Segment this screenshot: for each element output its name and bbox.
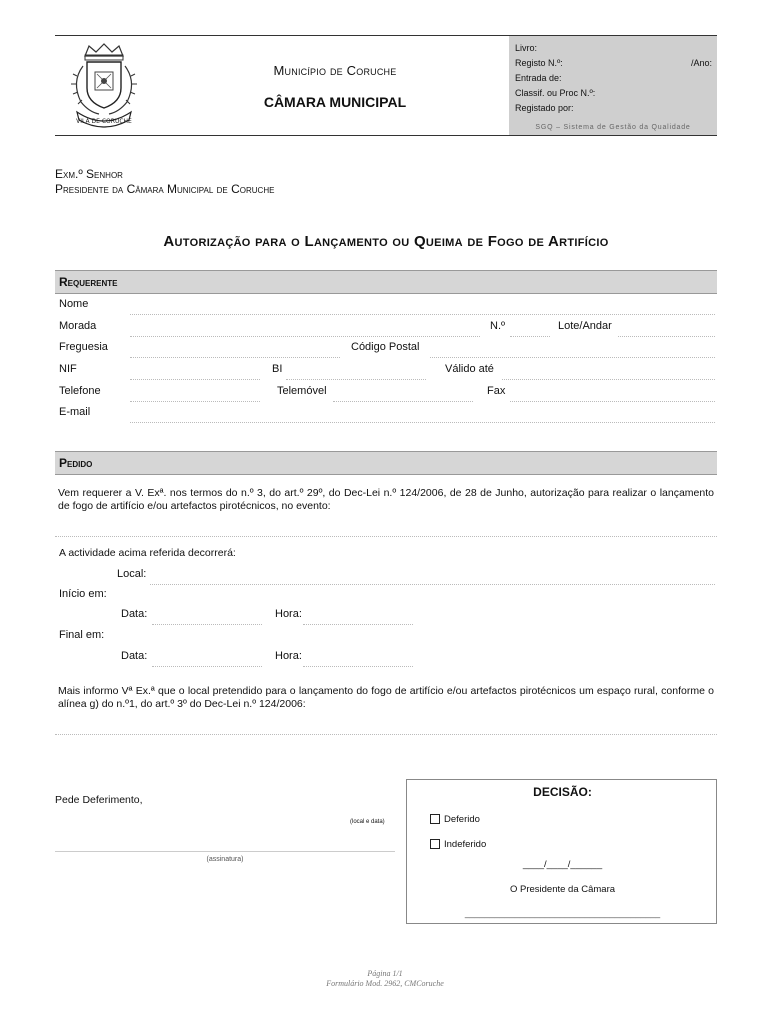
fax-field[interactable]	[510, 401, 715, 402]
svg-text:VILA DE CORUCHE: VILA DE CORUCHE	[76, 118, 132, 125]
label-freguesia: Freguesia	[59, 341, 108, 353]
lote-field[interactable]	[618, 336, 715, 337]
form-title: Autorização para o Lançamento ou Queima de Fogo de Artifício	[163, 233, 609, 250]
page-number: Página 1/1	[367, 969, 403, 978]
bi-field[interactable]	[286, 379, 426, 380]
label-hora-final: Hora:	[275, 650, 302, 662]
label-data-inicio: Data:	[121, 608, 148, 620]
label-nome: Nome	[59, 298, 89, 310]
label-local: Local:	[117, 568, 147, 580]
addressee-line1: Exm.º Senhor	[55, 167, 123, 181]
label-morada: Morada	[59, 320, 97, 332]
decision-title: DECISÃO:	[533, 785, 592, 799]
label-email: E-mail	[59, 406, 91, 418]
espaco-rural-text: Mais informo Vª Ex.ª que o local pretendido para o lançamento do fogo de artifício e/ou artefactos pirotécnicos um espaço rural, conforme o alínea g) do n.º1, do art.º 3º do Dec-Lei n.º 124/2006:	[58, 685, 714, 710]
pede-deferimento: Pede Deferimento,	[55, 794, 143, 806]
codigo-postal-field[interactable]	[430, 357, 715, 358]
data-inicio-field[interactable]	[152, 624, 262, 625]
municipal-crest-logo	[63, 42, 145, 128]
registry-registado: Registado por:	[515, 103, 574, 113]
header-divider	[55, 135, 509, 136]
local-data-caption: (local e data)	[350, 819, 385, 825]
municipality-name: Município de Coruche	[273, 63, 397, 78]
label-telemovel: Telemóvel	[277, 385, 327, 397]
deferido-label: Deferido	[444, 814, 480, 825]
section-requerente: Requerente	[55, 270, 717, 294]
registry-number: Registo N.º:	[515, 58, 563, 68]
registry-box	[509, 36, 717, 136]
local-field[interactable]	[150, 584, 715, 585]
indeferido-label: Indeferido	[444, 839, 487, 850]
presidente-signature-line[interactable]: _______________________________________	[464, 908, 661, 918]
signature-line[interactable]	[55, 851, 395, 852]
telefone-field[interactable]	[130, 401, 260, 402]
registry-entrada: Entrada de:	[515, 73, 562, 83]
registry-classif: Classif. ou Proc N.º:	[515, 88, 596, 98]
label-fax: Fax	[487, 385, 506, 397]
document-header	[55, 35, 717, 135]
decision-date-line[interactable]: ____/____/______	[522, 859, 603, 870]
label-lote: Lote/Andar	[558, 320, 612, 332]
form-code: Formulário Mod. 2962, CMCoruche	[326, 979, 444, 988]
section-pedido: Pedido	[55, 451, 717, 475]
label-bi: BI	[272, 363, 283, 375]
espaco-rural-field[interactable]	[55, 734, 717, 735]
nif-field[interactable]	[130, 379, 260, 380]
pedido-text: Vem requerer a V. Exª. nos termos do n.º 3, do art.º 29º, do Dec-Lei n.º 124/2006, de 28 de Junho, autorização para realizar o lançamento de fogo de artifício e/ou artefactos pirotécnicos, no evento:	[58, 487, 714, 512]
label-numero: N.º	[490, 320, 506, 332]
label-telefone: Telefone	[59, 385, 101, 397]
hora-inicio-field[interactable]	[303, 624, 413, 625]
label-nif: NIF	[59, 363, 77, 375]
nome-field[interactable]	[130, 314, 715, 315]
label-valido: Válido até	[445, 363, 494, 375]
registry-year: /Ano:	[690, 58, 712, 68]
label-final: Final em:	[59, 629, 105, 641]
registry-sgq: SGQ – Sistema de Gestão da Qualidade	[535, 124, 691, 131]
registry-livro: Livro:	[515, 43, 538, 53]
assinatura-caption: (assinatura)	[206, 856, 244, 863]
data-final-field[interactable]	[152, 666, 262, 667]
addressee	[55, 167, 274, 197]
council-name: CÂMARA MUNICIPAL	[263, 94, 407, 110]
telemovel-field[interactable]	[333, 401, 473, 402]
morada-field[interactable]	[130, 336, 480, 337]
presidente-label: O Presidente da Câmara	[509, 884, 616, 895]
label-hora-inicio: Hora:	[275, 608, 302, 620]
numero-field[interactable]	[510, 336, 550, 337]
email-field[interactable]	[130, 422, 715, 423]
freguesia-field[interactable]	[130, 357, 340, 358]
label-codigo-postal: Código Postal	[351, 341, 420, 353]
label-actividade: A actividade acima referida decorrerá:	[59, 547, 236, 559]
evento-field[interactable]	[55, 536, 717, 537]
page-footer	[0, 969, 770, 989]
deferido-checkbox[interactable]	[430, 814, 440, 824]
label-inicio: Início em:	[59, 588, 107, 600]
label-data-final: Data:	[121, 650, 148, 662]
hora-final-field[interactable]	[303, 666, 413, 667]
addressee-line2: Presidente da Câmara Municipal de Coruche	[55, 182, 275, 196]
valido-field[interactable]	[502, 379, 715, 380]
decision-box	[406, 779, 717, 924]
indeferido-checkbox[interactable]	[430, 839, 440, 849]
